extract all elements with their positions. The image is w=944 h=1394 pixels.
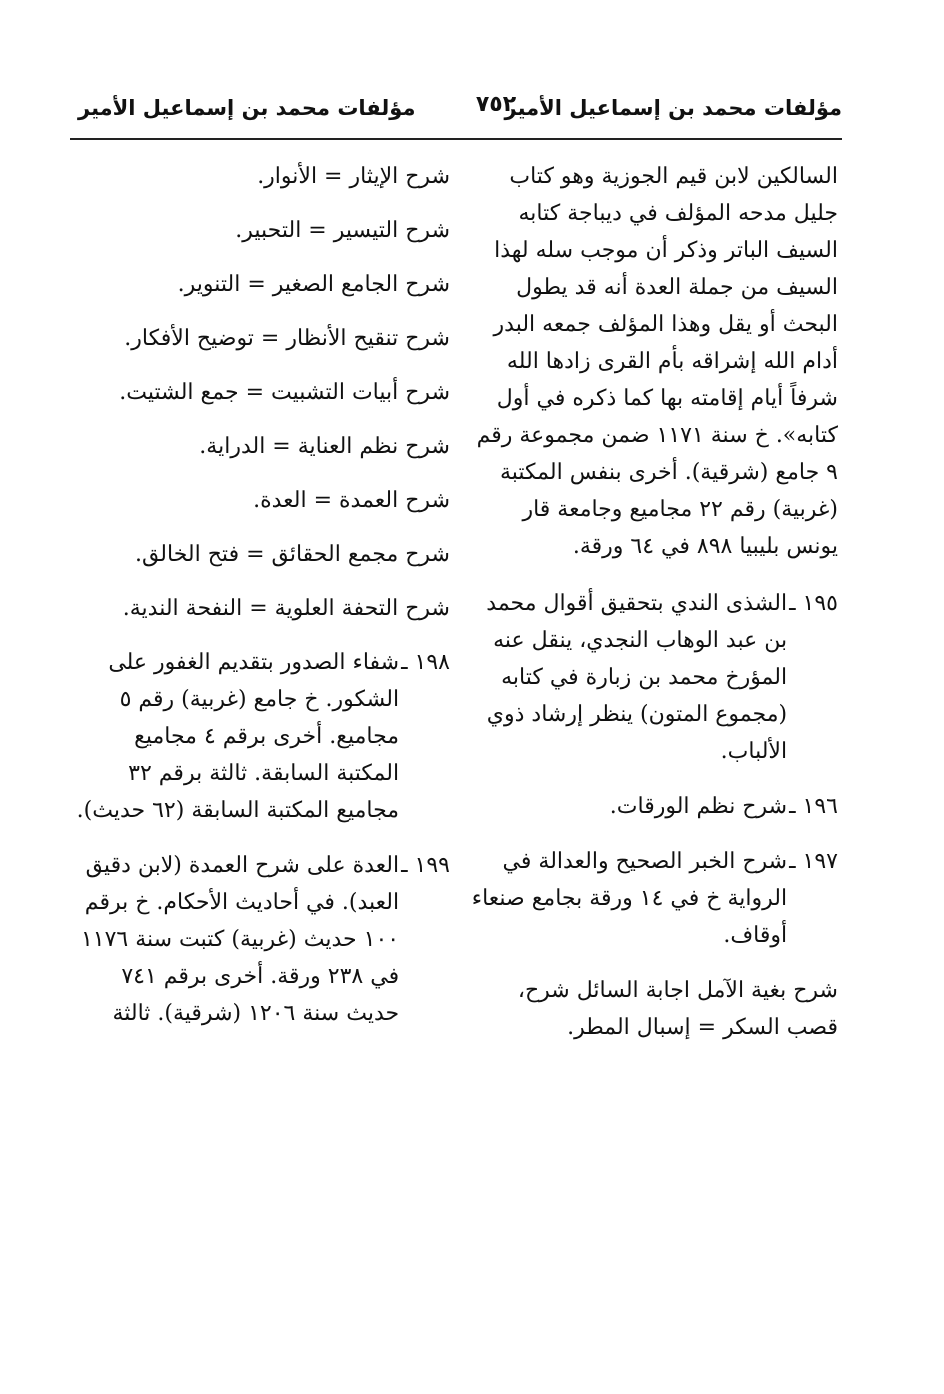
entry-text: شرح نظم الورقات. (609, 794, 788, 819)
entry-text: الشذى الندي بتحقيق أقوال محمد بن عبد الوهاب النجدي، ينقل عنه المؤرخ محمد بن زبارة في كتابه (مجموع المتون) ينظر إرشاد ذوي الألباب. (486, 591, 788, 764)
entry-text: العدة على شرح العمدة (لابن دقيق العبد). في أحاديث الأحكام. خ برقم ١٠٠ حديث (غربية) كتبت سنة ١١٧٦ في ٢٣٨ ورقة. أخرى برقم ٧٤١ حديث سنة ١٢٠٦ (شرقية). ثالثة (80, 853, 400, 1026)
entry-number: ١٩٧ ـ (789, 849, 838, 874)
cross-reference: شرح التحفة العلوية = النفحة الندية. (122, 596, 450, 621)
entry-196 (470, 788, 838, 825)
continuation-paragraph: السالكين لابن قيم الجوزية وهو كتاب جليل مدحه المؤلف في ديباجة كتابه السيف الباتر وذكر أن موجب سله لهذا السيف من جملة العدة أنه قد يطول البحث أو يقل وهذا المؤلف جمعه البدر أدام الله إشراقه بأم القرى زادها الله شرفاً أيام إقامته بها كما ذكره في أول كتابه». خ سنة ١١٧١ ضمن مجموعة رقم ٩ جامع (شرقية). أخرى بنفس المكتبة (غربية) رقم ٢٢ مجاميع وجامعة قار يونس بليبيا ٨٩٨ في ٦٤ ورقة. (476, 164, 838, 559)
left-column (74, 158, 450, 1050)
entry-197 (470, 843, 838, 954)
entry-number: ١٩٨ ـ (401, 650, 450, 675)
entry-198 (74, 644, 450, 829)
header-title-left: مؤلفات محمد بن إسماعيل الأمير (78, 96, 416, 120)
running-header (70, 92, 842, 140)
cross-reference: شرح الجامع الصغير = التنوير. (177, 272, 450, 297)
cross-reference: شرح الإيثار = الأنوار. (257, 164, 450, 189)
right-column (470, 158, 838, 1064)
page-number: ٧٥٢ (475, 92, 517, 117)
cross-reference: شرح التيسير = التحبير. (235, 218, 450, 243)
entry-number: ١٩٥ ـ (789, 591, 838, 616)
cross-reference: شرح أبيات التشبيت = جمع الشتيت. (119, 380, 450, 405)
entry-number: ١٩٩ ـ (401, 853, 450, 878)
cross-reference: شرح مجمع الحقائق = فتح الخالق. (134, 542, 450, 567)
cross-reference: شرح العمدة = العدة. (253, 488, 450, 513)
header-title-right: مؤلفات محمد بن إسماعيل الأمير (504, 96, 842, 120)
cross-reference: شرح نظم العناية = الدراية. (199, 434, 450, 459)
entry-number: ١٩٦ ـ (789, 794, 838, 819)
entry-text: شفاء الصدور بتقديم الغفور على الشكور. خ جامع (غربية) رقم ٥ مجاميع. أخرى برقم ٤ مجاميع المكتبة السابقة. ثالثة برقم ٣٢ مجاميع المكتبة السابقة (٦٢ حديث). (76, 650, 400, 823)
entry-text: شرح الخبر الصحيح والعدالة في الرواية خ في ١٤ ورقة بجامع صنعاء أوقاف. (471, 849, 788, 948)
entry-195 (470, 585, 838, 770)
closing-paragraph: شرح بغية الآمل اجابة السائل شرح، قصب السكر = إسبال المطر. (517, 978, 838, 1040)
cross-reference: شرح تنقيح الأنظار = توضيح الأفكار. (124, 326, 450, 351)
entry-199 (74, 847, 450, 1032)
